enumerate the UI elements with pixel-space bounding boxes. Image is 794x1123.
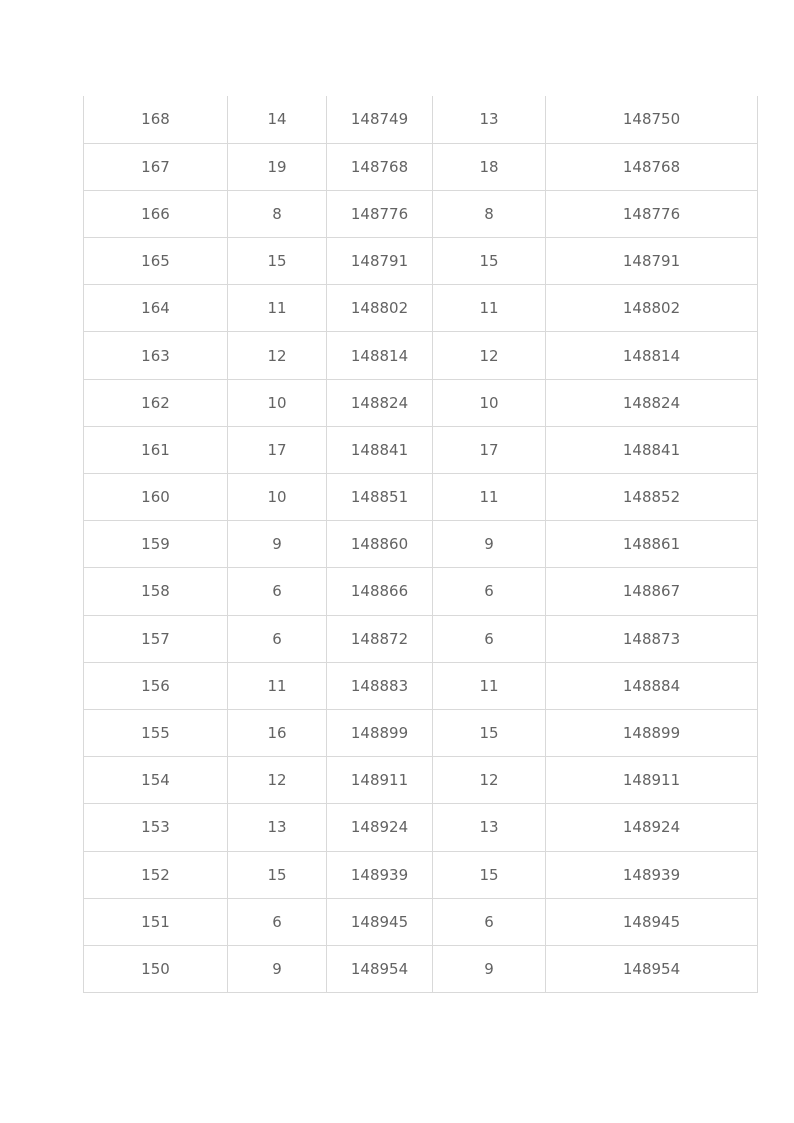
table-cell: 162 xyxy=(84,379,228,426)
table-cell: 6 xyxy=(228,568,327,615)
table-cell: 148911 xyxy=(546,757,758,804)
table-cell: 6 xyxy=(433,568,546,615)
table-cell: 151 xyxy=(84,898,228,945)
table-cell: 15 xyxy=(228,238,327,285)
table-cell: 148802 xyxy=(327,285,433,332)
table-cell: 18 xyxy=(433,143,546,190)
table-cell: 148954 xyxy=(327,945,433,992)
table-row xyxy=(84,615,758,662)
table-cell: 153 xyxy=(84,804,228,851)
table-cell: 6 xyxy=(433,898,546,945)
table-cell: 11 xyxy=(228,285,327,332)
table-cell: 8 xyxy=(228,190,327,237)
table-cell: 148749 xyxy=(327,96,433,143)
table-cell: 12 xyxy=(228,757,327,804)
table-cell: 16 xyxy=(228,709,327,756)
table-cell: 148945 xyxy=(327,898,433,945)
table-cell: 161 xyxy=(84,426,228,473)
table-cell: 148776 xyxy=(546,190,758,237)
table-cell: 148939 xyxy=(327,851,433,898)
table-cell: 148861 xyxy=(546,521,758,568)
table-body xyxy=(84,96,758,993)
table-row xyxy=(84,568,758,615)
table-row xyxy=(84,238,758,285)
table-cell: 148791 xyxy=(546,238,758,285)
table-cell: 155 xyxy=(84,709,228,756)
table-cell: 148791 xyxy=(327,238,433,285)
table-cell: 148866 xyxy=(327,568,433,615)
table-cell: 148872 xyxy=(327,615,433,662)
table-cell: 159 xyxy=(84,521,228,568)
table-cell: 148939 xyxy=(546,851,758,898)
table-cell: 148768 xyxy=(327,143,433,190)
table-row xyxy=(84,898,758,945)
table-cell: 17 xyxy=(433,426,546,473)
table-cell: 157 xyxy=(84,615,228,662)
table-cell: 9 xyxy=(228,521,327,568)
table-cell: 13 xyxy=(433,96,546,143)
table-cell: 6 xyxy=(228,898,327,945)
table-cell: 148841 xyxy=(327,426,433,473)
table-row xyxy=(84,426,758,473)
table-cell: 12 xyxy=(433,757,546,804)
table-cell: 9 xyxy=(228,945,327,992)
table-cell: 9 xyxy=(433,945,546,992)
table-cell: 11 xyxy=(228,662,327,709)
table-cell: 148802 xyxy=(546,285,758,332)
table-row xyxy=(84,662,758,709)
table-cell: 8 xyxy=(433,190,546,237)
table-row xyxy=(84,804,758,851)
table-cell: 148873 xyxy=(546,615,758,662)
table-row xyxy=(84,190,758,237)
table-cell: 148945 xyxy=(546,898,758,945)
table-cell: 150 xyxy=(84,945,228,992)
table-row xyxy=(84,96,758,143)
table-cell: 148824 xyxy=(327,379,433,426)
table-row xyxy=(84,332,758,379)
table-cell: 148814 xyxy=(327,332,433,379)
table-cell: 148776 xyxy=(327,190,433,237)
table-row xyxy=(84,709,758,756)
table-cell: 10 xyxy=(433,379,546,426)
table-cell: 13 xyxy=(433,804,546,851)
table-cell: 148924 xyxy=(546,804,758,851)
table-cell: 148911 xyxy=(327,757,433,804)
table-cell: 11 xyxy=(433,285,546,332)
table-cell: 148841 xyxy=(546,426,758,473)
table-cell: 164 xyxy=(84,285,228,332)
table-cell: 148867 xyxy=(546,568,758,615)
table-cell: 163 xyxy=(84,332,228,379)
table-row xyxy=(84,757,758,804)
table-cell: 12 xyxy=(228,332,327,379)
table-cell: 17 xyxy=(228,426,327,473)
table-cell: 6 xyxy=(228,615,327,662)
table-cell: 152 xyxy=(84,851,228,898)
table-cell: 10 xyxy=(228,379,327,426)
table-cell: 14 xyxy=(228,96,327,143)
table-cell: 166 xyxy=(84,190,228,237)
table-cell: 156 xyxy=(84,662,228,709)
table-cell: 13 xyxy=(228,804,327,851)
table-cell: 148851 xyxy=(327,474,433,521)
table-cell: 9 xyxy=(433,521,546,568)
table-cell: 148768 xyxy=(546,143,758,190)
table-cell: 148899 xyxy=(546,709,758,756)
table-row xyxy=(84,474,758,521)
table-cell: 148750 xyxy=(546,96,758,143)
table-cell: 154 xyxy=(84,757,228,804)
table-row xyxy=(84,521,758,568)
table-row xyxy=(84,851,758,898)
table-cell: 15 xyxy=(228,851,327,898)
table-cell: 168 xyxy=(84,96,228,143)
table-cell: 148884 xyxy=(546,662,758,709)
table-row xyxy=(84,945,758,992)
table-cell: 160 xyxy=(84,474,228,521)
table-cell: 12 xyxy=(433,332,546,379)
table-row xyxy=(84,143,758,190)
table-cell: 148924 xyxy=(327,804,433,851)
score-table xyxy=(83,96,758,993)
table-cell: 15 xyxy=(433,851,546,898)
table-cell: 6 xyxy=(433,615,546,662)
table-row xyxy=(84,379,758,426)
table-cell: 148899 xyxy=(327,709,433,756)
table-cell: 148860 xyxy=(327,521,433,568)
table-cell: 148954 xyxy=(546,945,758,992)
table-cell: 15 xyxy=(433,238,546,285)
table-cell: 15 xyxy=(433,709,546,756)
table-cell: 148883 xyxy=(327,662,433,709)
table-cell: 10 xyxy=(228,474,327,521)
table-cell: 148824 xyxy=(546,379,758,426)
table-row xyxy=(84,285,758,332)
table-cell: 11 xyxy=(433,662,546,709)
table-cell: 165 xyxy=(84,238,228,285)
table-cell: 19 xyxy=(228,143,327,190)
table-cell: 11 xyxy=(433,474,546,521)
table-cell: 148814 xyxy=(546,332,758,379)
table-cell: 167 xyxy=(84,143,228,190)
table-cell: 158 xyxy=(84,568,228,615)
table-cell: 148852 xyxy=(546,474,758,521)
